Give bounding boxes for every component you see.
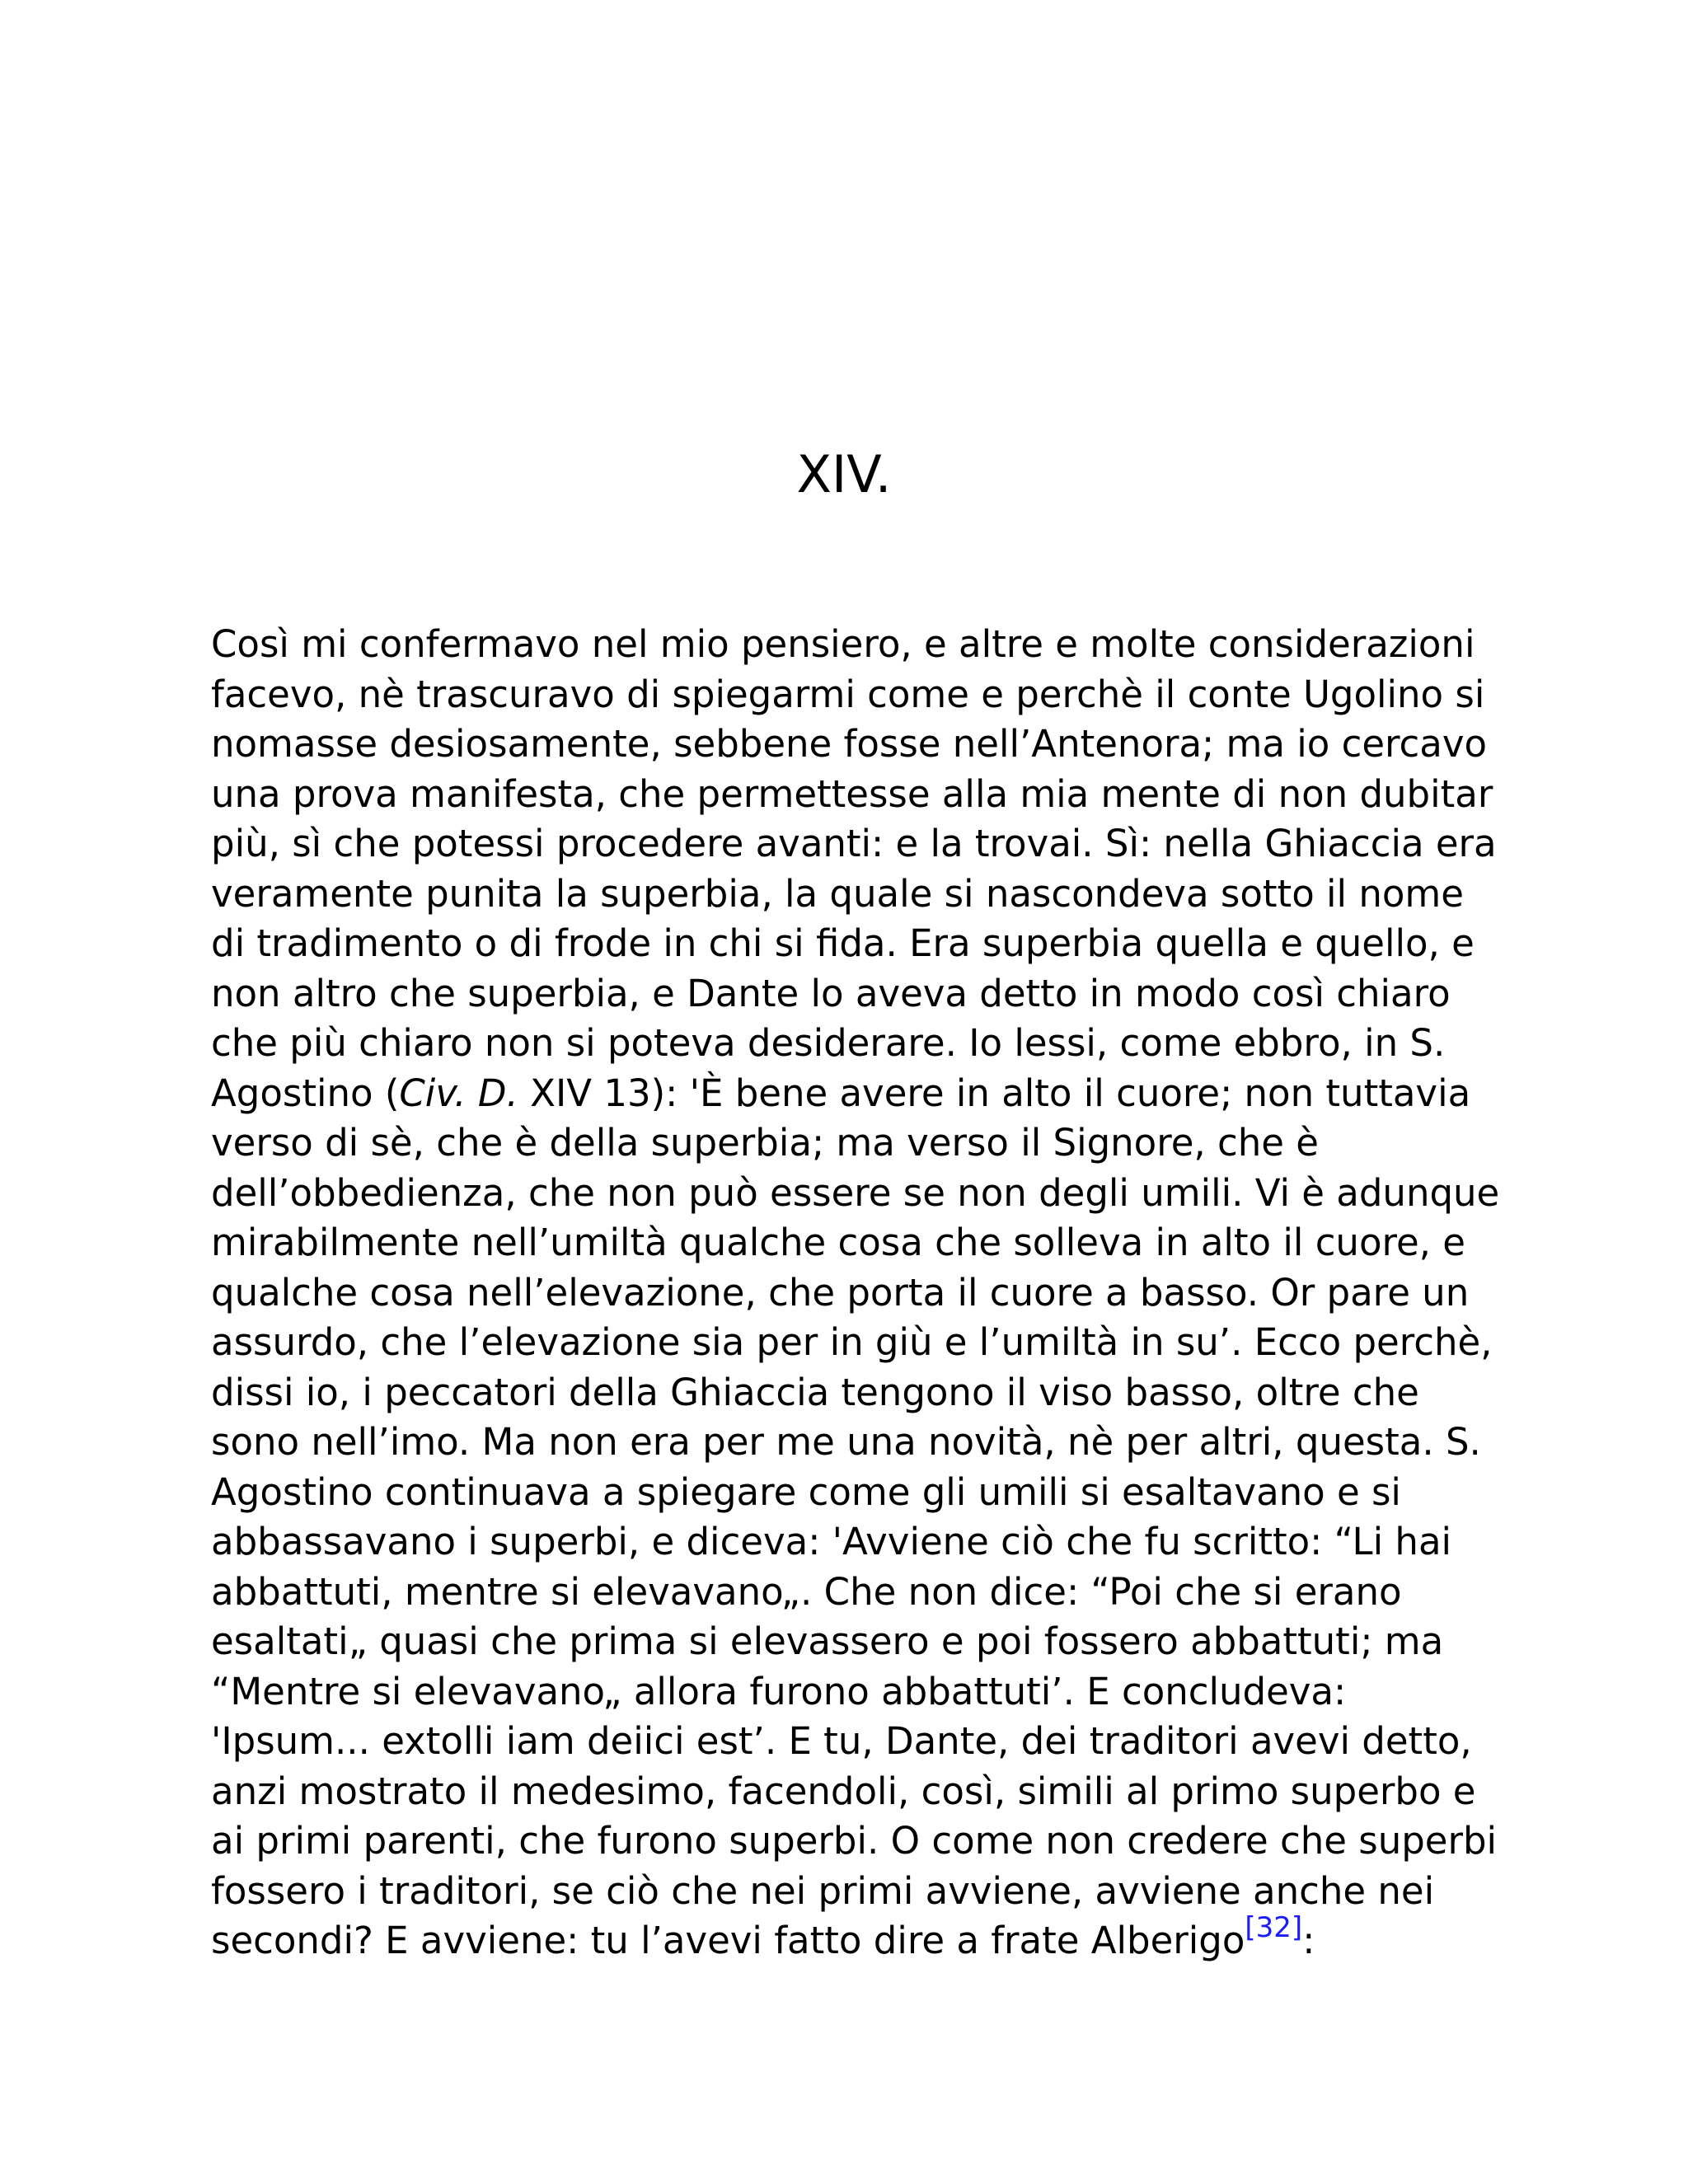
paragraph-line: una prova manifesta, che permettesse alla mia mente di non dubitar	[211, 771, 1493, 816]
paragraph-line: non altro che superbia, e Dante lo aveva detto in modo così chiaro	[211, 971, 1451, 1015]
chapter-paragraph	[211, 620, 1530, 1966]
chapter-heading: XIV.	[796, 444, 892, 504]
paragraph-line: di tradimento o di frode in chi si fida. Era superbia quella e quello, e	[211, 921, 1475, 965]
paragraph-line: più, sì che potessi procedere avanti: e la trovai. Sì: nella Ghiaccia era	[211, 822, 1497, 865]
paragraph-line: mirabilmente nell’umiltà qualche cosa che solleva in alto il cuore, e	[211, 1221, 1465, 1264]
paragraph-line: che più chiaro non si poteva desiderare. Io lessi, come ebbro, in S.	[211, 1021, 1446, 1065]
footnote-link[interactable]: [32]	[1245, 1911, 1303, 1944]
paragraph-line: qualche cosa nell’elevazione, che porta il cuore a basso. Or pare un	[211, 1270, 1470, 1315]
line-text: Agostino (	[211, 1071, 400, 1115]
paragraph-line: ai primi parenti, che furono superbi. O come non credere che superbi	[211, 1819, 1498, 1863]
paragraph-line: nomasse desiosamente, sebbene fosse nell’Antenora; ma io cercavo	[211, 722, 1487, 766]
paragraph-line: facevo, nè trascuravo di spiegarmi come e perchè il conte Ugolino si	[211, 672, 1485, 716]
paragraph-line: verso di sè, che è della superbia; ma verso il Signore, che è	[211, 1121, 1319, 1165]
paragraph-line: esaltati„ quasi che prima si elevassero e poi fossero abbattuti; ma	[211, 1619, 1444, 1663]
paragraph-line: sono nell’imo. Ma non era per me una novità, nè per altri, questa. S.	[211, 1420, 1481, 1464]
paragraph-line	[211, 1911, 1530, 1966]
line-text: XIV 13): 'È bene avere in alto il cuore; non tuttavia	[518, 1071, 1471, 1115]
line-text: :	[1302, 1919, 1315, 1962]
paragraph-line: dissi io, i peccatori della Ghiaccia tengono il viso basso, oltre che	[211, 1370, 1419, 1414]
paragraph-line: anzi mostrato il medesimo, facendoli, così, simili al primo superbo e	[211, 1769, 1476, 1813]
citation-title: Civ. D.	[399, 1071, 518, 1115]
paragraph-line: veramente punita la superbia, la quale si nascondeva sotto il nome	[211, 871, 1464, 916]
paragraph-line: fossero i traditori, se ciò che nei primi avviene, avviene anche nei	[211, 1868, 1435, 1913]
paragraph-line: abbattuti, mentre si elevavano„. Che non dice: “Poi che si erano	[211, 1569, 1402, 1614]
line-text: secondi? E avviene: tu l’avevi fatto dire a frate Alberigo	[211, 1919, 1245, 1962]
paragraph-line: dell’obbedienza, che non può essere se non degli umili. Vi è adunque	[211, 1170, 1500, 1215]
paragraph-line: 'Ipsum... extolli iam deiici est’. E tu, Dante, dei traditori avevi detto,	[211, 1719, 1472, 1763]
paragraph-line: Così mi confermavo nel mio pensiero, e altre e molte considerazioni	[211, 622, 1475, 666]
paragraph-line	[211, 1069, 1530, 1119]
paragraph-line: assurdo, che l’elevazione sia per in giù e l’umiltà in su’. Ecco perchè,	[211, 1320, 1493, 1364]
paragraph-line: Agostino continuava a spiegare come gli umili si esaltavano e si	[211, 1469, 1401, 1514]
paragraph-line: “Mentre si elevavano„ allora furono abbattuti’. E concludeva:	[211, 1669, 1347, 1713]
paragraph-line: abbassavano i superbi, e diceva: 'Avviene ciò che fu scritto: “Li hai	[211, 1520, 1452, 1563]
